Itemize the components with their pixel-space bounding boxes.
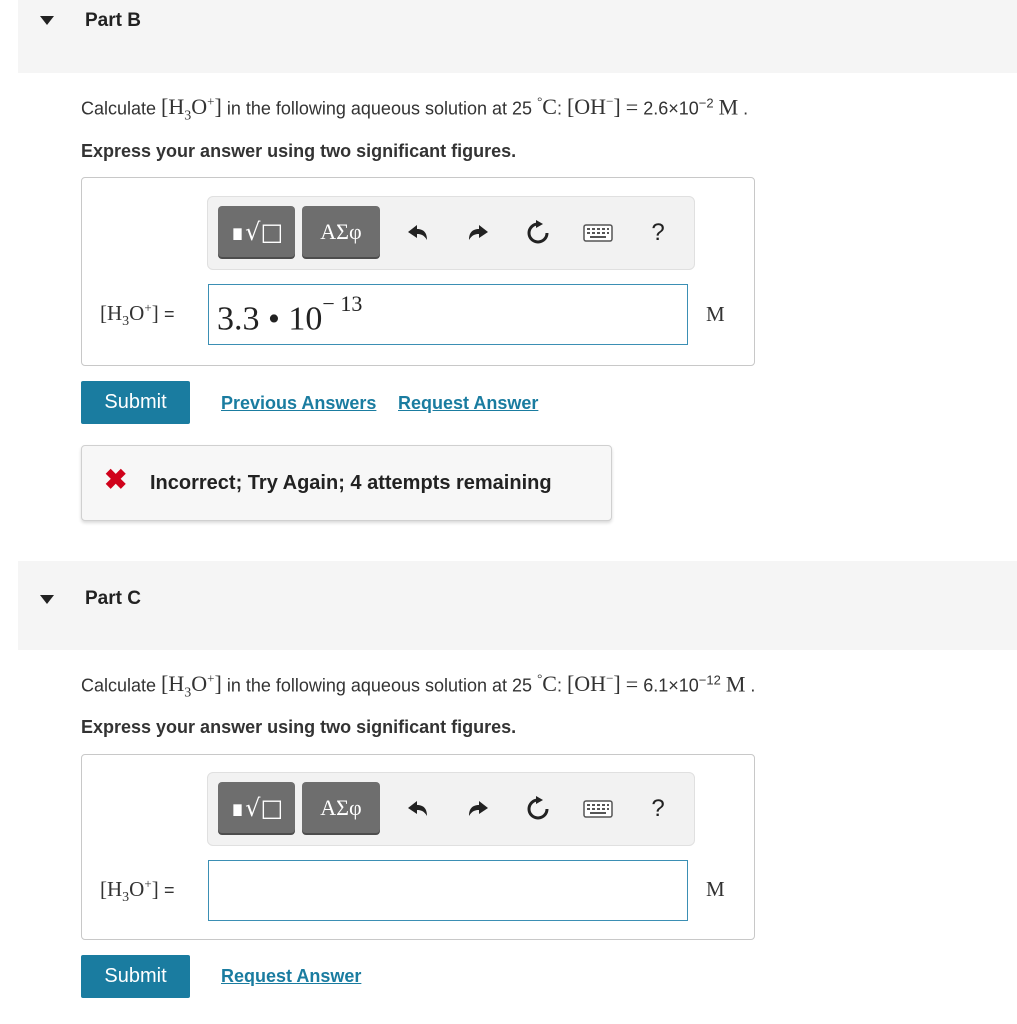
collapse-caret-icon[interactable] — [40, 595, 54, 604]
answer-input[interactable] — [208, 284, 688, 345]
reset-icon[interactable] — [518, 211, 558, 255]
template-icon: ∎√□ — [229, 793, 284, 822]
part-c-header[interactable] — [18, 561, 1017, 650]
h3o-species: $[H_3O^+]$ — [161, 671, 222, 701]
undo-icon[interactable] — [398, 211, 438, 255]
redo-icon[interactable] — [458, 211, 498, 255]
part-b-header[interactable] — [18, 0, 1017, 73]
part-c-title: Part C — [85, 588, 141, 609]
part-b-title: Part B — [85, 10, 141, 31]
variable-label: $[H_3O^+]$ = — [100, 876, 175, 906]
reset-icon[interactable] — [518, 787, 558, 831]
collapse-caret-icon[interactable] — [40, 16, 54, 25]
help-button[interactable] — [638, 211, 678, 255]
submit-button[interactable]: Submit — [81, 955, 190, 998]
request-answer-link[interactable]: Request Answer — [221, 966, 362, 986]
answer-value: 3.3 • $10^{- 13}$ — [217, 291, 363, 338]
help-button[interactable] — [638, 787, 678, 831]
math-toolbar — [207, 196, 695, 270]
feedback-message: Incorrect; Try Again; 4 attempts remaining — [150, 472, 552, 494]
template-icon: ∎√□ — [229, 217, 284, 246]
h3o-species: $[H_3O^+]$ — [161, 94, 222, 124]
part-b-answer-box — [81, 177, 755, 366]
template-button[interactable] — [218, 782, 295, 833]
previous-answers-link[interactable]: Previous Answers — [221, 393, 377, 413]
variable-label: $[H_3O^+]$ = — [100, 300, 175, 330]
answer-input[interactable] — [208, 860, 688, 921]
request-answer-link[interactable]: Request Answer — [398, 393, 539, 413]
unit-label: M — [706, 877, 725, 901]
keyboard-icon[interactable] — [578, 787, 618, 831]
help-icon: ? — [651, 219, 665, 246]
template-button[interactable] — [218, 206, 295, 257]
keyboard-icon[interactable] — [578, 211, 618, 255]
math-toolbar — [207, 772, 695, 846]
part-c-question: Calculate $[H_3O^+]$ in the following aqueous solution at 25 °C: $[OH^-] = 6.1\times 10^{-12}$ M . — [81, 671, 756, 701]
part-c-answer-box — [81, 754, 755, 940]
feedback-box — [81, 445, 612, 521]
unit-label: M — [706, 302, 725, 326]
oh-species: [OH−] — [566, 94, 621, 120]
part-b-instruction: Express your answer using two significant figures. — [81, 141, 517, 161]
greek-symbols-button[interactable]: ΑΣφ — [302, 782, 380, 833]
greek-symbols-button[interactable]: ΑΣφ — [302, 206, 380, 257]
help-icon: ? — [651, 795, 665, 822]
submit-button[interactable]: Submit — [81, 381, 190, 424]
part-b-question: Calculate $[H_3O^+]$ in the following aqueous solution at 25 °C: $[OH^-] = 2.6\times 10^{-2}$ M . — [81, 94, 749, 124]
oh-species: [OH−] — [566, 671, 621, 697]
part-c-instruction: Express your answer using two significant figures. — [81, 717, 517, 737]
redo-icon[interactable] — [458, 787, 498, 831]
undo-icon[interactable] — [398, 787, 438, 831]
error-x-icon: ✖ — [104, 464, 128, 495]
